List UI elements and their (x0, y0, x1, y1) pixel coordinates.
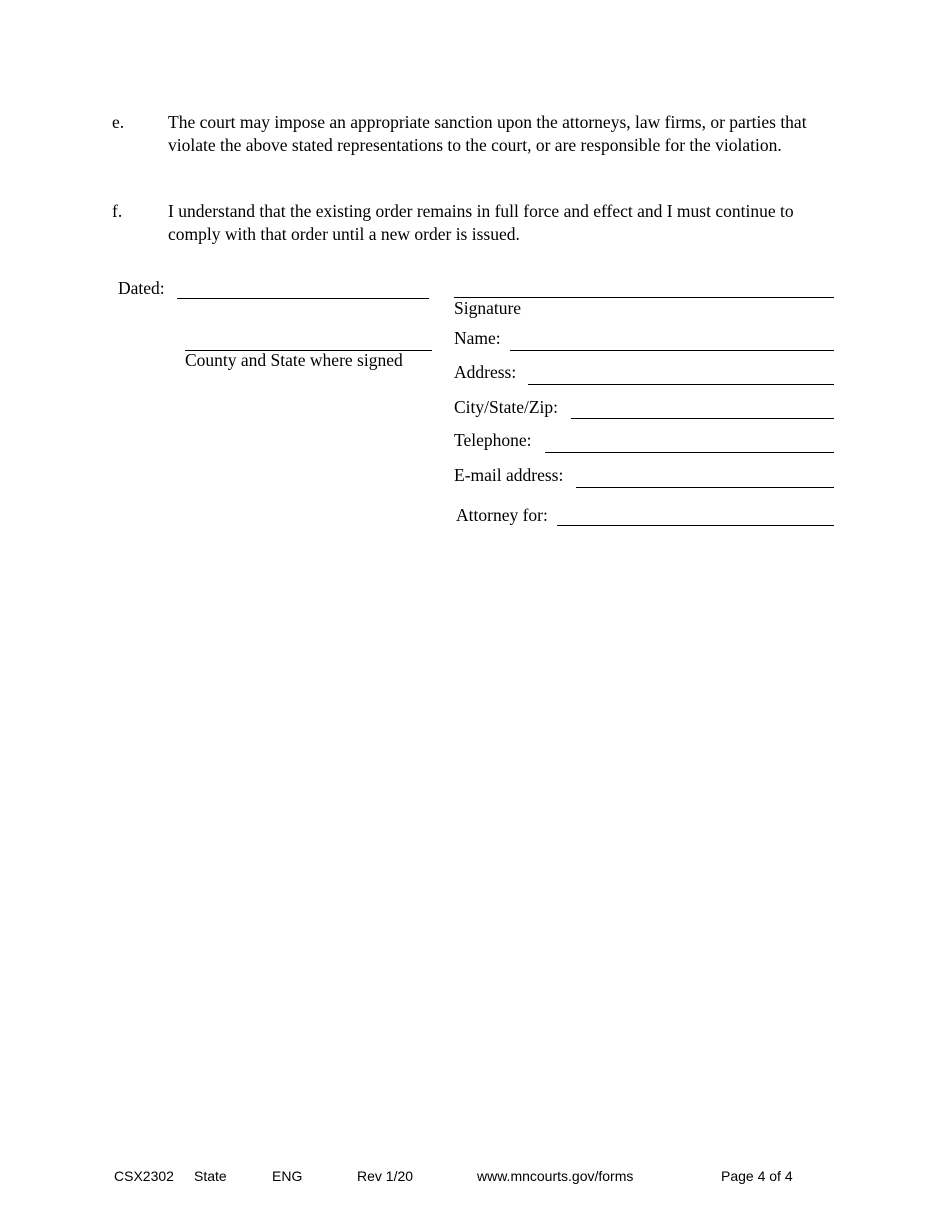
name-label: Name: (454, 328, 501, 348)
city-state-zip-label: City/State/Zip: (454, 397, 559, 417)
signature-label: Signature (454, 298, 522, 318)
telephone-field[interactable] (545, 452, 834, 453)
footer-form-id: CSX2302 (114, 1168, 174, 1184)
name-field[interactable] (510, 350, 834, 351)
item-f-text: I understand that the existing order remains in full force and effect and I must continue to comply with that order until a new order is issued. (168, 201, 794, 244)
attorney-for-field[interactable] (557, 525, 834, 526)
address-label: Address: (454, 362, 517, 382)
footer-page-number: Page 4 of 4 (721, 1168, 793, 1184)
city-state-zip-field[interactable] (571, 418, 834, 419)
item-e-letter: e. (112, 112, 125, 132)
dated-label: Dated: (118, 278, 165, 298)
email-label: E-mail address: (454, 465, 564, 485)
item-f-letter: f. (112, 201, 123, 221)
address-field[interactable] (528, 384, 834, 385)
item-e-text: The court may impose an appropriate sanction upon the attorneys, law firms, or parties that violate the above stated representations to the court, or are responsible for the violation. (168, 112, 807, 155)
email-field[interactable] (576, 487, 834, 488)
footer-url[interactable]: www.mncourts.gov/forms (477, 1168, 634, 1184)
county-state-label: County and State where signed (185, 350, 403, 370)
attorney-for-label: Attorney for: (456, 505, 548, 525)
footer-revision: Rev 1/20 (357, 1168, 414, 1184)
dated-field[interactable] (177, 298, 429, 299)
telephone-label: Telephone: (454, 430, 532, 450)
footer-language: ENG (272, 1168, 303, 1184)
footer-jurisdiction: State (194, 1168, 227, 1184)
